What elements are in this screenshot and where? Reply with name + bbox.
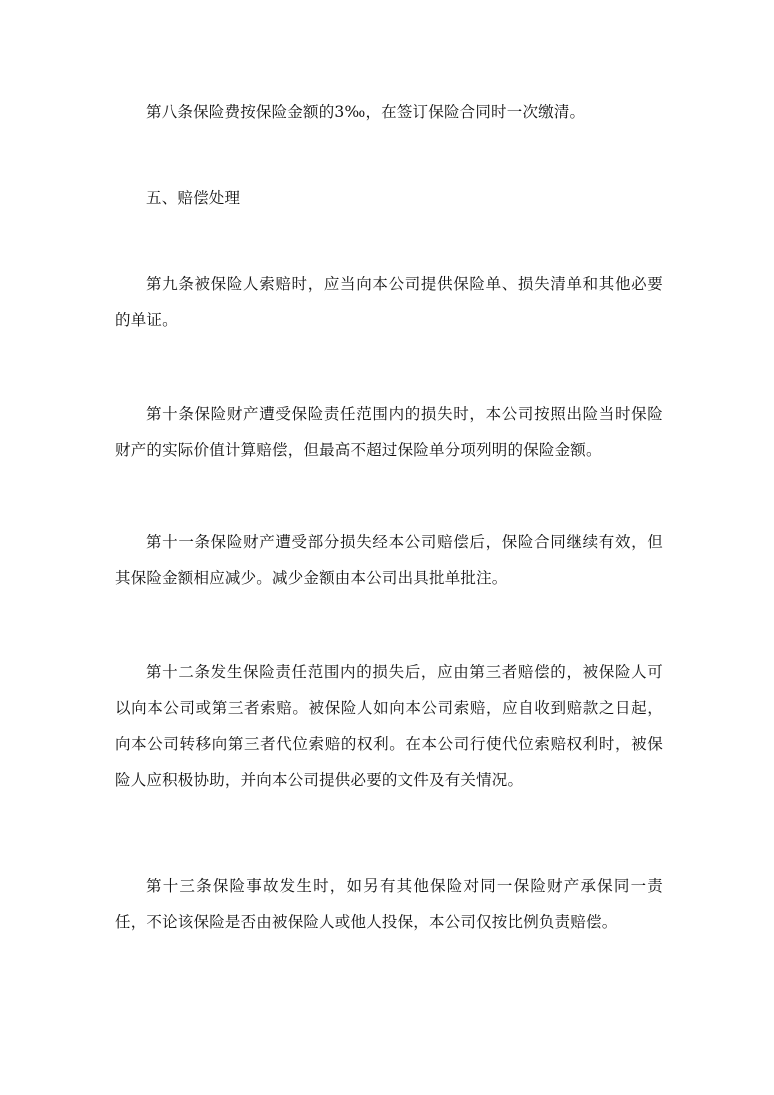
section-heading-claims: 五、赔偿处理: [146, 189, 241, 207]
article-8-paragraph: 第八条保险费按保险金额的3‰，在签订保险合同时一次缴清。: [146, 103, 586, 121]
article-9-paragraph: 第九条被保险人索赔时，应当向本公司提供保险单、损失清单和其他必要的单证。: [115, 275, 663, 329]
article-10-paragraph: 第十条保险财产遭受保险责任范围内的损失时，本公司按照出险当时保险财产的实际价值计算赔偿，但最高不超过保险单分项列明的保险金额。: [115, 405, 663, 459]
article-13-paragraph: 第十三条保险事故发生时，如另有其他保险对同一保险财产承保同一责任，不论该保险是否由被保险人或他人投保，本公司仅按比例负责赔偿。: [115, 877, 663, 931]
article-11-paragraph: 第十一条保险财产遭受部分损失经本公司赔偿后，保险合同继续有效，但其保险金额相应减少。减少金额由本公司出具批单批注。: [115, 533, 663, 587]
article-12-paragraph: 第十二条发生保险责任范围内的损失后，应由第三者赔偿的，被保险人可以向本公司或第三者索赔。被保险人如向本公司索赔，应自收到赔款之日起，向本公司转移向第三者代位索赔的权利。在本公司行使代位索赔权利时，被保险人应积极协助，并向本公司提供必要的文件及有关情况。: [115, 663, 663, 789]
